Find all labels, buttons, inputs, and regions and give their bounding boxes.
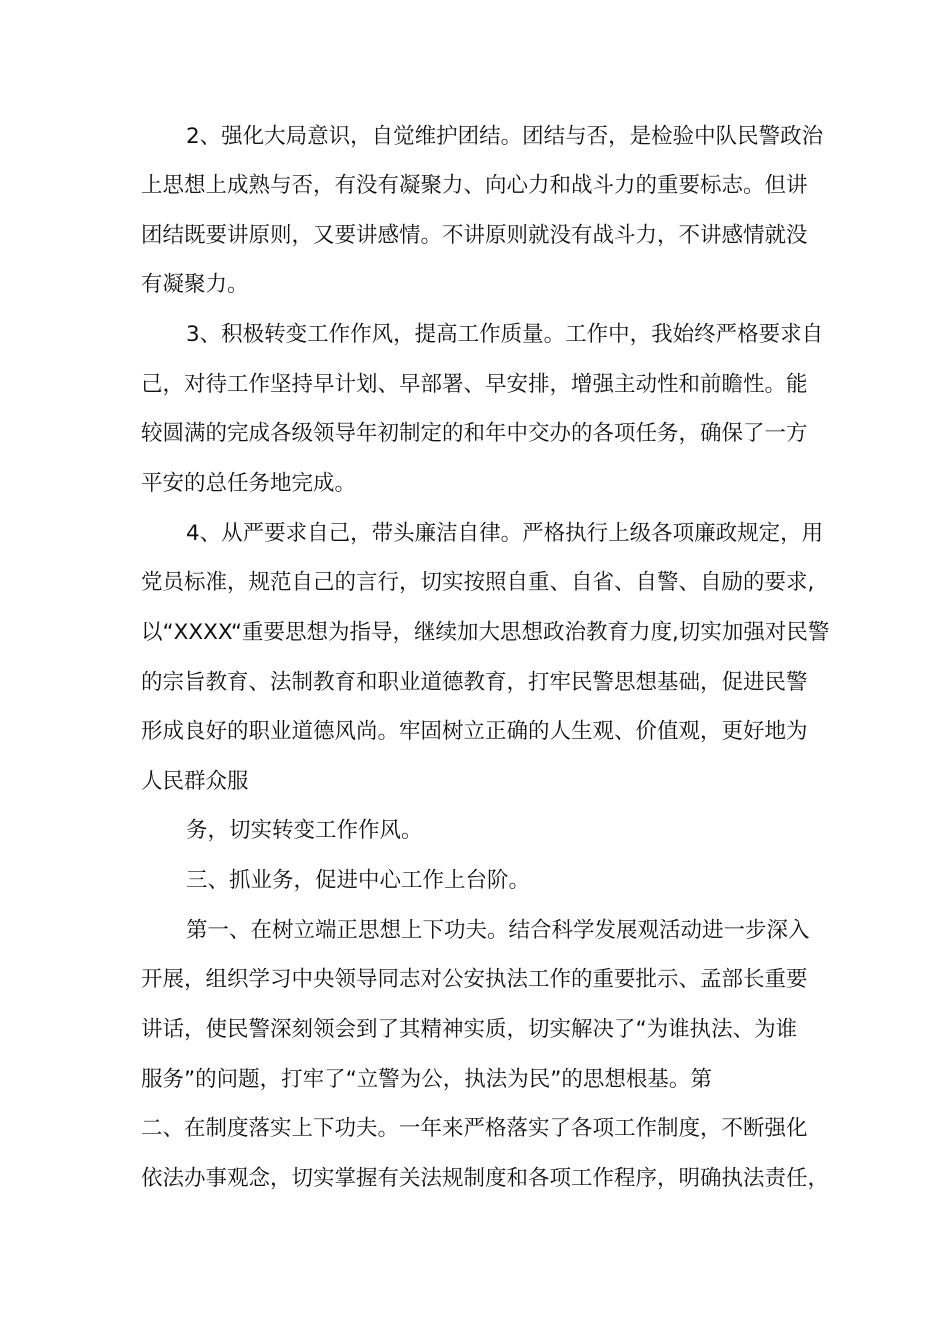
text-line: 2、强化大局意识，自觉维护团结。团结与否，是检验中队民警政治 [186,124,824,149]
text-line: 二、在制度落实上下功夫。一年来严格落实了各项工作制度，不断强化 [141,1116,808,1141]
text-line: 依法办事观念，切实掌握有关法规制度和各项工作程序，明确执法责任， [141,1166,830,1191]
text-line: 讲话，使民警深刻领会到了其精神实质，切实解决了“为谁执法、为谁 [141,1017,798,1042]
text-line: 第一、在树立端正思想上下功夫。结合科学发展观活动进一步深入 [186,918,810,943]
text-line: 己，对待工作坚持早计划、早部署、早安排，增强主动性和前瞻性。能 [141,372,808,397]
text-line: 服务”的问题，打牢了“立警为公，执法为民”的思想根基。第 [141,1067,712,1092]
text-line: 党员标准，规范自己的言行，切实按照自重、自省、自警、自励的要求, [141,570,815,595]
text-line: 平安的总任务地完成。 [141,471,357,496]
section-heading: 三、抓业务，促进中心工作上台阶。 [186,868,531,893]
text-line: 团结既要讲原则，又要讲感情。不讲原则就没有战斗力，不讲感情就没 [141,223,808,248]
text-line: 有凝聚力。 [141,272,249,297]
text-line: 人民群众服 [141,769,249,794]
text-line: 的宗旨教育、法制教育和职业道德教育，打牢民警思想基础，促进民警 [141,670,808,695]
text-line: 开展，组织学习中央领导同志对公安执法工作的重要批示、孟部长重要 [141,967,808,992]
text-line: 务，切实转变工作作风。 [186,818,423,843]
text-line: 以“XXXX“重要思想为指导，继续加大思想政治教育力度,切实加强对民警 [141,620,830,645]
text-line: 4、从严要求自己，带头廉洁自律。严格执行上级各项廉政规定，用 [186,521,824,546]
text-line: 3、积极转变工作作风，提高工作质量。工作中，我始终严格要求自 [186,322,824,347]
text-line: 较圆满的完成各级领导年初制定的和年中交办的各项任务，确保了一方 [141,421,808,446]
text-line: 形成良好的职业道德风尚。牢固树立正确的人生观、价值观，更好地为 [141,719,808,744]
text-line: 上思想上成熟与否，有没有凝聚力、向心力和战斗力的重要标志。但讲 [141,173,808,198]
